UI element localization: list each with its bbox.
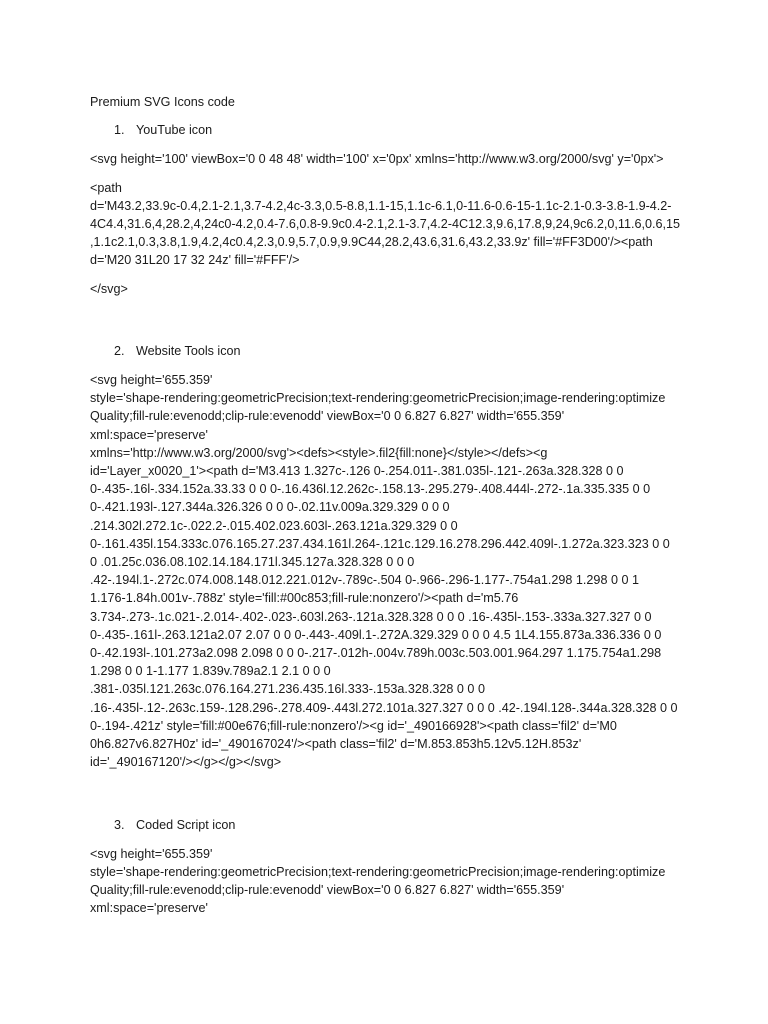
list-item-heading [90,816,682,834]
list-number: 3. [114,817,125,832]
code-paragraph: <path d='M43.2,33.9c-0.4,2.1-2.1,3.7-4.2,4c-3.3,0.5-8.8,1.1-15,1.1c-6.1,0-11.6-0.6-15-1.1c-2.1-0.3-3.8-1.9-4.2- 4C4.4,31.6,4,28.2,4,24c0-4.2,0.4-7.6,0.8-9.9c0.4-2.1,2.1-3.7,4.2-4C12.3,9.6,17.8,9,24,9c6.2,0,11.6,0.6,15 ,1.1c2.1,0.3,3.8,1.9,4.2,4c0.4,2.3,0.9,5.7,0.9,9.9C44,28.2,43.6,31.6,43.2,33.9z' fill='#FF3D00'/><path d='M20 31L20 17 32 24z' fill='#FFF'/> [90,180,680,268]
section-spacer [90,308,682,342]
document-title: Premium SVG Icons code [90,95,235,109]
list-number: 2. [114,343,125,358]
section-coded-script-icon [90,816,682,918]
code-paragraph: <svg height='655.359' style='shape-rendering:geometricPrecision;text-rendering:geometricPrecision;image-rendering:optimize Quality;fill-rule:evenodd;clip-rule:evenodd' viewBox='0 0 6.827 6.827' width='655.359' xml:space='preserve' [90,846,666,916]
code-paragraph: </svg> [90,281,128,296]
code-paragraph: <svg height='100' viewBox='0 0 48 48' width='100' x='0px' xmlns='http://www.w3.org/2000/svg' y='0px'> [90,152,664,167]
list-item-heading [90,342,682,360]
section-heading: YouTube icon [136,123,213,138]
section-website-tools-icon [90,342,682,772]
document-body [90,93,682,928]
section-spacer [90,782,682,816]
section-heading: Website Tools icon [136,343,241,358]
section-youtube-icon [90,121,682,298]
list-item-heading [90,121,682,139]
list-number: 1. [114,123,125,138]
section-heading: Coded Script icon [136,817,236,832]
code-paragraph: <svg height='655.359' style='shape-rendering:geometricPrecision;text-rendering:geometricPrecision;image-rendering:optimize Quality;fill-rule:evenodd;clip-rule:evenodd' viewBox='0 0 6.827 6.827' width='655.359' xml:space='preserve' xmlns='http://www.w3.org/2000/svg'><defs><style>.fil2{fill:none}</style></defs><g id='Layer_x0020_1'><path d='M3.413 1.327c-.126 0-.254.011-.381.035l-.121-.263a.328.328 0 0 0-.435-.16l-.334.152a.33.33 0 0 0-.16.436l.12.262c-.158.13-.295.279-.408.444l-.272-.1a.335.335 0 0 0-.421.193l-.127.344a.326.326 0 0 0-.02.11v.009a.329.329 0 0 0 .214.302l.272.1c-.022.2-.015.402.023.603l-.263.121a.329.329 0 0 0-.161.435l.154.333c.076.165.27.237.434.161l.264-.121c.129.16.278.296.442.409l-.1.272a.323.323 0 0 0 .01.25c.036.08.102.14.184.171l.345.127a.328.328 0 0 0 .42-.194l.1-.272c.074.008.148.012.221.012v-.789c-.504 0-.966-.296-1.177-.754a1.298 1.298 0 0 1 1.176-1.84h.001v-.788z' style='fill:#00c853;fill-rule:nonzero'/><path d='m5.76 3.734-.273-.1c.021-.2.014-.402-.023-.603l.263-.121a.328.328 0 0 0 .16-.435l-.153-.333a.327.327 0 0 0-.435-.161l-.263.121a2.07 2.07 0 0 0-.443-.409l.1-.272A.329.329 0 0 0 4.5 1L4.155.873a.336.336 0 0 0-.42.193l-.101.273a2.098 2.098 0 0 0-.217-.012h-.004v.789h.003c.503.001.964.297 1.175.754a1.298 1.298 0 0 1-1.177 1.839v.789a2.1 2.1 0 0 0 .381-.035l.121.263c.076.164.271.236.435.16l.333-.153a.328.328 0 0 0 .16-.435l-.12-.263c.159-.128.296-.278.409-.443l.272.101a.327.327 0 0 0 .42-.194l.128-.344a.328.328 0 0 0-.194-.421z' style='fill:#00e676;fill-rule:nonzero'/><g id='_490166928'><path class='fil2' d='M0 0h6.827v6.827H0z' id='_490167024'/><path class='fil2' d='M.853.853h5.12v5.12H.853z' id='_490167120'/></g></g></svg> [90,373,678,770]
